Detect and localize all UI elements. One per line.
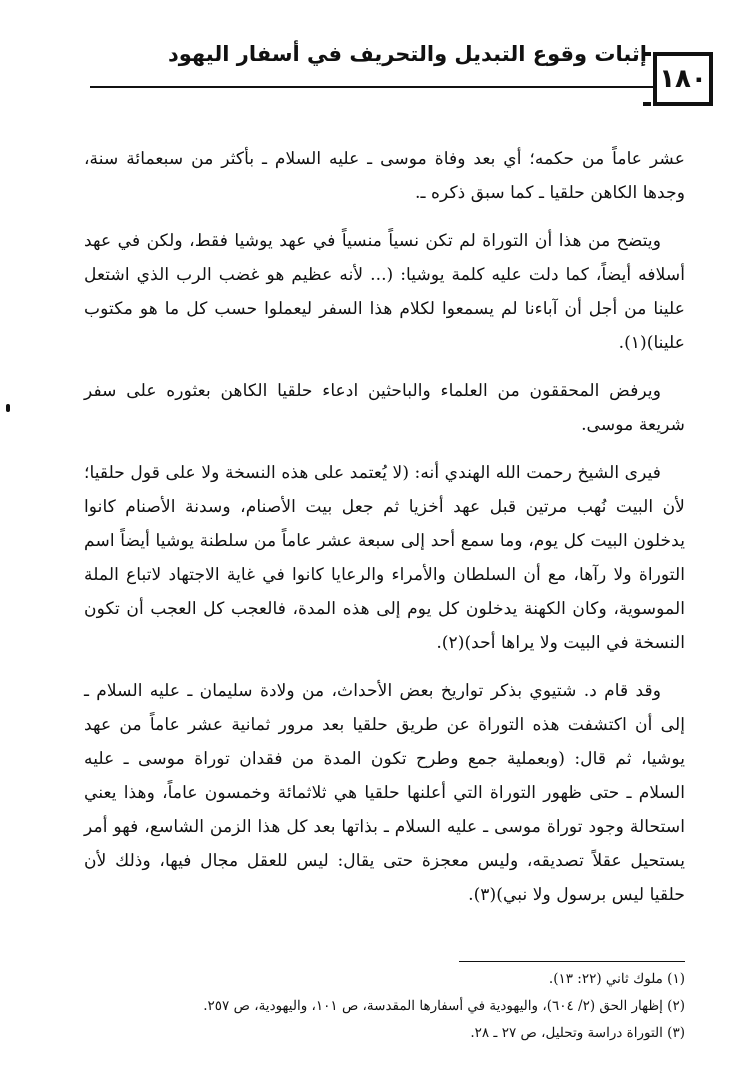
paragraph: ويرفض المحققون من العلماء والباحثين ادعاء حلقيا الكاهن بعثوره على سفر شريعة موسى.: [84, 381, 685, 435]
paragraph: فيرى الشيخ رحمت الله الهندي أنه: (لا يُعتمد على هذه النسخة ولا على قول حلقيا؛ لأن البيت نُهب مرتين قبل عهد أخزيا ثم جعل بيت الأصنام، وسدنة الأصنام كانوا يدخلون البيت كل يوم، وما سمع أحد إلى سبعة عشر عاماً من سلطنة يوشيا أيضاً اسم التوراة ولا رآها، مع أن السلطان والأمراء والرعايا كانوا في غاية الاجتهاد لاتباع الملة الموسوية، وكان الكهنة يدخلون كل يوم إلى هذه المدة، فالعجب كل العجب أن تكون النسخة في البيت ولا يراها أحد)(٢).: [84, 463, 685, 653]
footnote: (١) ملوك ثاني (٢٢: ١٣).: [548, 971, 685, 987]
running-header: [90, 38, 655, 88]
footnote-divider: [459, 961, 685, 962]
main-text: [84, 142, 685, 926]
paragraph: ويتضح من هذا أن التوراة لم تكن نسياً منسياً في عهد يوشيا فقط، ولكن في عهد أسلافه أيضاً، كما دلت عليه كلمة يوشيا: (... لأنه عظيم هو غضب الرب الذي اشتعل علينا من أجل أن آباءنا لم يسمعوا لكلام هذا السفر ليعملوا حسب كل ما هو مكتوب علينا)(١).: [84, 231, 685, 353]
footnotes: [84, 966, 685, 1047]
paragraph: عشر عاماً من حكمه؛ أي بعد وفاة موسى ـ عليه السلام ـ بأكثر من سبعمائة سنة، وجدها الكاهن حلقيا ـ كما سبق ذكره ـ.: [84, 149, 685, 203]
footnote: (٢) إظهار الحق (٢/ ٦٠٤)، واليهودية في أسفارها المقدسة، ص ١٠١، واليهودية، ص ٢٥٧.: [203, 998, 685, 1014]
page-number: ١٨٠: [653, 52, 713, 106]
footnote: (٣) التوراة دراسة وتحليل، ص ٢٧ ـ ٢٨.: [470, 1025, 685, 1041]
header-title: إثبات وقوع التبديل والتحريف في أسفار اليهود: [167, 42, 647, 66]
margin-mark: [6, 404, 10, 412]
paragraph: وقد قام د. شتيوي بذكر تواريخ بعض الأحداث، من ولادة سليمان ـ عليه السلام ـ إلى أن اكتشفت هذه التوراة عن طريق حلقيا بعد مرور ثمانية عشر عاماً من عهد يوشيا، ثم قال: (وبعملية جمع وطرح تكون المدة من فقدان توراة موسى ـ عليه السلام ـ حتى ظهور التوراة التي أعلنها حلقيا هي ثلاثمائة وخمسون عاماً، وهذا يعني استحالة وجود توراة موسى ـ عليه السلام ـ بذاتها بعد كل هذا الزمن الشاسع، فهو أمر يستحيل عقلاً تصديقه، وليس معجزة حتى يقال: ليس للعقل مجال فيها، وذلك لأن حلقيا ليس برسول ولا نبي)(٣).: [84, 681, 685, 905]
